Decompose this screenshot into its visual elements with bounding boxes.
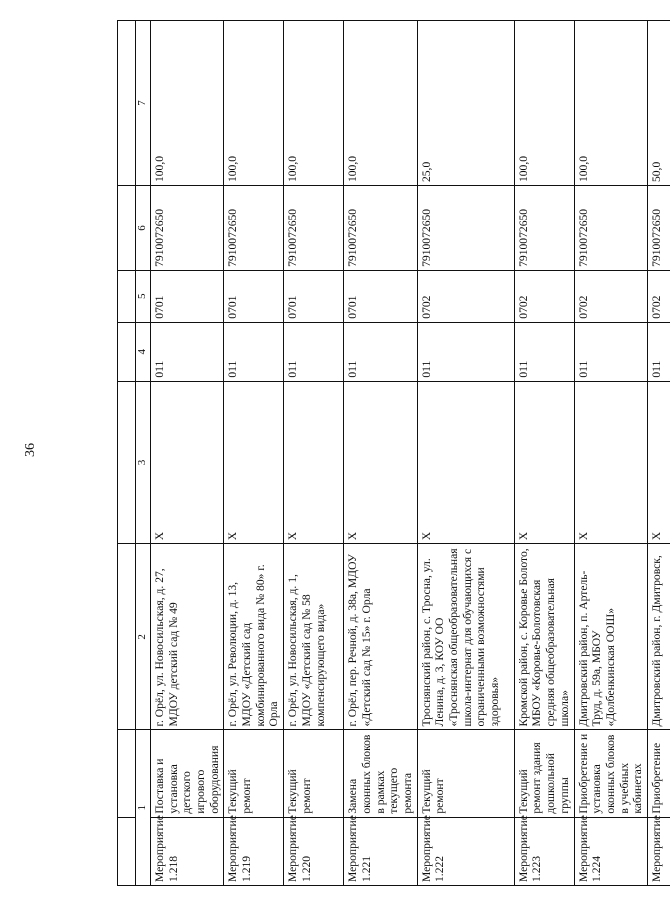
event-type: Поставка и установка детского игрового оборудования <box>151 730 224 817</box>
event-number: Мероприятие 1.220 <box>284 817 344 885</box>
event-address: г. Орёл, ул. Новосильская, д. 27, МДОУ детский сад № 49 <box>151 544 224 730</box>
cell-section: 0702 <box>648 270 670 322</box>
event-number: Мероприятие <box>648 817 670 885</box>
cell-amount: 100,0 <box>344 21 417 186</box>
event-type: Текущий ремонт <box>417 730 514 817</box>
table-row <box>574 21 647 886</box>
event-number: Мероприятие 1.218 <box>151 817 224 885</box>
event-address: г. Орёл, пер. Речной, д. 38а, МДОУ «Детский сад № 15» г. Орла <box>344 544 417 730</box>
table-row <box>224 21 284 886</box>
cell-code: 011 <box>574 322 647 381</box>
event-type: Приобретение и установка оконных блоков в учебных кабинетах <box>574 730 647 817</box>
table-row <box>344 21 417 886</box>
cell-target: 7910072650 <box>417 186 514 271</box>
event-number: Мероприятие 1.221 <box>344 817 417 885</box>
cell-code: 011 <box>417 322 514 381</box>
header-col-7: 7 <box>136 21 151 186</box>
header-col-1: 1 <box>136 730 151 886</box>
header-col-2: 2 <box>136 544 151 730</box>
cell-x: X <box>574 381 647 544</box>
event-type: Текущий ремонт здания дошкольной группы <box>514 730 574 817</box>
cell-amount: 50,0 <box>648 21 670 186</box>
cell-target: 7910072650 <box>224 186 284 271</box>
cell-code: 011 <box>514 322 574 381</box>
cell-x: X <box>344 381 417 544</box>
header-col-3: 3 <box>136 381 151 544</box>
cell-x: X <box>514 381 574 544</box>
cell-amount: 100,0 <box>574 21 647 186</box>
cell-section: 0702 <box>574 270 647 322</box>
header-col-4: 4 <box>136 322 151 381</box>
header-col-5: 5 <box>136 270 151 322</box>
cell-amount: 25,0 <box>417 21 514 186</box>
cell-code: 011 <box>151 322 224 381</box>
event-address: г. Орёл, ул. Революции, д. 13, МДОУ «Детский сад комбинированного вида № 80» г. Орла <box>224 544 284 730</box>
cell-target: 7910072650 <box>648 186 670 271</box>
cell-section: 0701 <box>224 270 284 322</box>
header-row <box>136 21 151 886</box>
header-col-6: 6 <box>136 186 151 271</box>
table-row <box>284 21 344 886</box>
cell-section: 0702 <box>417 270 514 322</box>
event-type: Замена оконных блоков в рамках текущего ремонта <box>344 730 417 817</box>
cell-section: 0702 <box>514 270 574 322</box>
page-number: 36 <box>23 443 38 457</box>
table-row <box>514 21 574 886</box>
event-type: Приобретение <box>648 730 670 817</box>
table-row <box>417 21 514 886</box>
cell-x: X <box>284 381 344 544</box>
event-address: Кромской район, с. Коровье Болото, МБОУ «Коровье-Болотовская средняя общеобразовательная школа» <box>514 544 574 730</box>
cell-code: 011 <box>284 322 344 381</box>
table-row <box>648 21 670 886</box>
event-address: Троснянский район, с. Тросна, ул. Ленина, д. 3, КОУ ОО «Троснянская общеобразовательная школа-интернат для обучающихся с ограниченными возможностями здоровья» <box>417 544 514 730</box>
budget-table <box>117 20 670 886</box>
event-number: Мероприятие 1.224 <box>574 817 647 885</box>
event-address: Дмитровский район, п. Артель-Труд, д. 59а, МБОУ «Долбенкинская ООШ» <box>574 544 647 730</box>
document-table-landscape <box>117 20 664 886</box>
event-number: Мероприятие 1.222 <box>417 817 514 885</box>
cell-section: 0701 <box>151 270 224 322</box>
event-type: Текущий ремонт <box>284 730 344 817</box>
event-number: Мероприятие 1.223 <box>514 817 574 885</box>
cell-target: 7910072650 <box>514 186 574 271</box>
cell-x: X <box>151 381 224 544</box>
event-type: Текущий ремонт <box>224 730 284 817</box>
cell-x: X <box>648 381 670 544</box>
cell-code: 011 <box>648 322 670 381</box>
cell-amount: 100,0 <box>284 21 344 186</box>
cell-target: 7910072650 <box>284 186 344 271</box>
table-row <box>151 21 224 886</box>
cell-x: X <box>224 381 284 544</box>
spacer-row <box>118 21 136 886</box>
cell-section: 0701 <box>284 270 344 322</box>
event-number: Мероприятие 1.219 <box>224 817 284 885</box>
cell-amount: 100,0 <box>514 21 574 186</box>
cell-code: 011 <box>224 322 284 381</box>
cell-amount: 100,0 <box>224 21 284 186</box>
cell-x: X <box>417 381 514 544</box>
cell-target: 7910072650 <box>344 186 417 271</box>
cell-section: 0701 <box>344 270 417 322</box>
event-address: Дмитровский район, г. Дмитровск, <box>648 544 670 730</box>
cell-code: 011 <box>344 322 417 381</box>
cell-target: 7910072650 <box>151 186 224 271</box>
event-address: г. Орёл, ул. Новосильская, д. 1, МДОУ «Детский сад № 58 компенсирующего вида» <box>284 544 344 730</box>
cell-target: 7910072650 <box>574 186 647 271</box>
cell-amount: 100,0 <box>151 21 224 186</box>
